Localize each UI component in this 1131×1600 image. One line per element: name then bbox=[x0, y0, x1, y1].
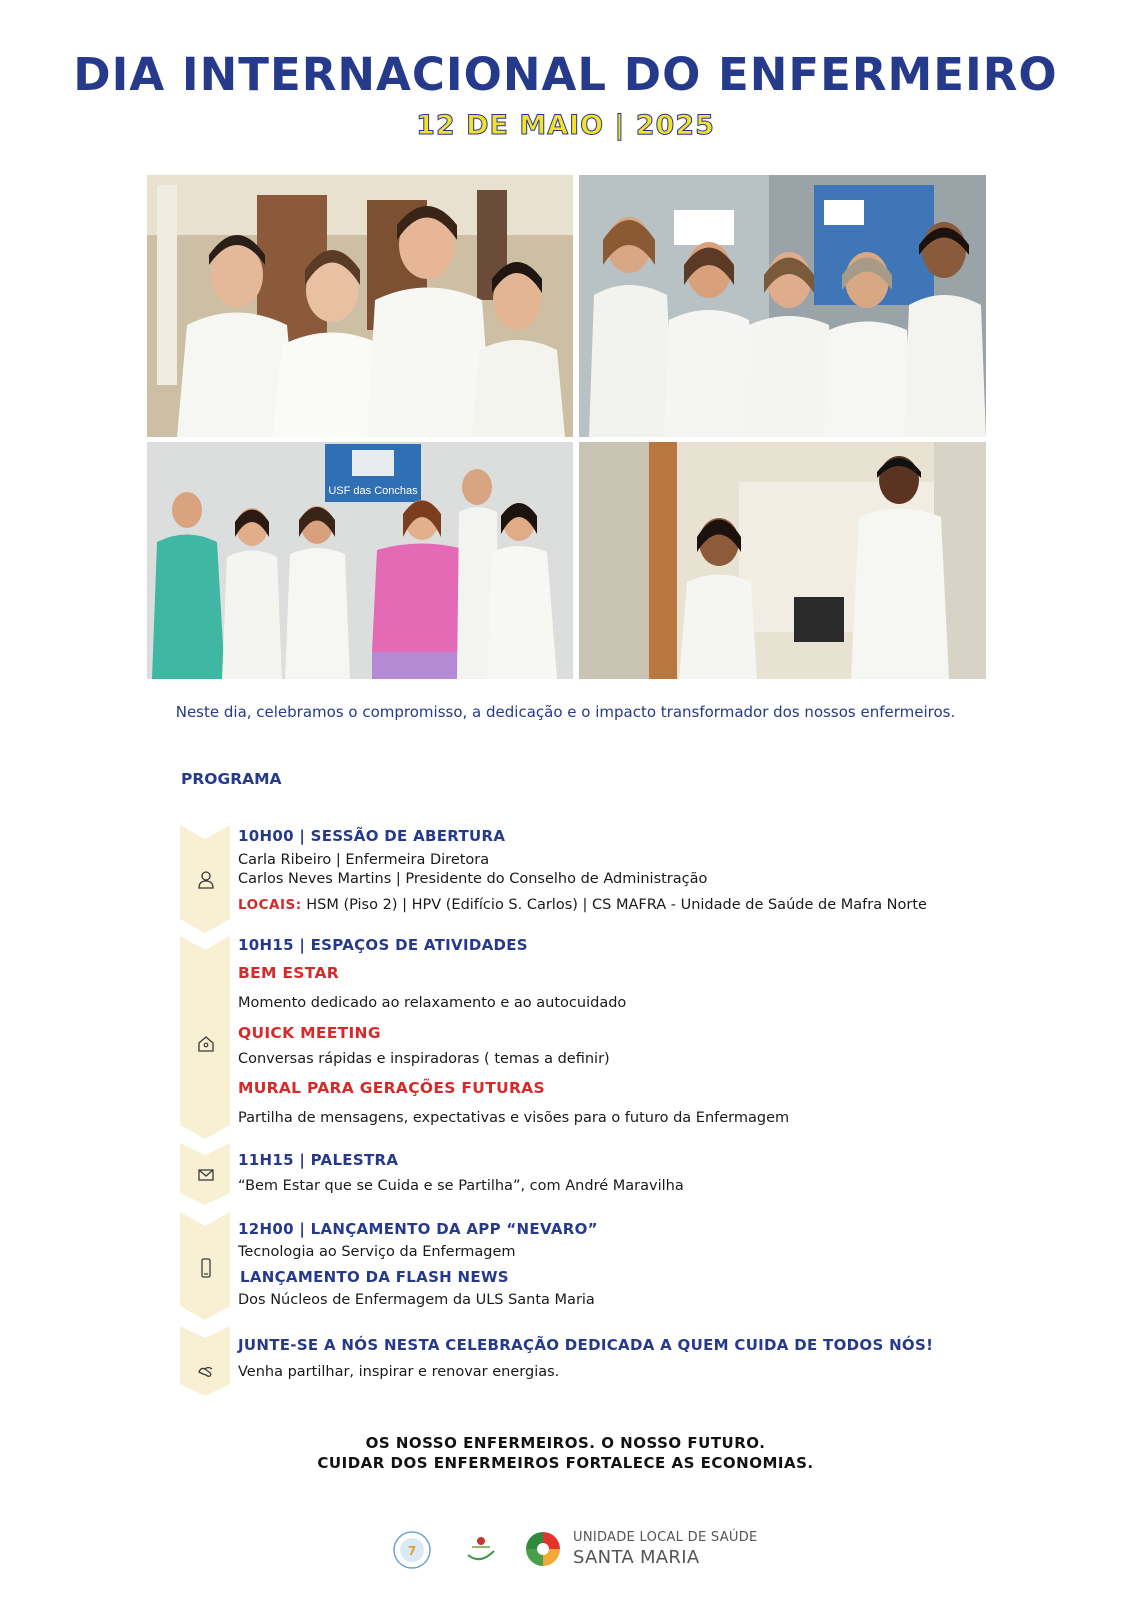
session-opening-speaker-1: Carla Ribeiro | Enfermeira Diretora bbox=[238, 852, 490, 868]
footer-line-1: OS NOSSO ENFERMEIROS. O NOSSO FUTURO. bbox=[365, 1434, 766, 1452]
activity-mural-text: Partilha de mensagens, expectativas e visões para o futuro da Enfermagem bbox=[238, 1110, 790, 1126]
palestra-heading: 11H15 | PALESTRA bbox=[238, 1151, 399, 1169]
page-date: 12 DE MAIO | 2025 bbox=[416, 110, 715, 141]
programa-label: PROGRAMA bbox=[181, 770, 282, 788]
uls-wordmark-line-2: SANTA MARIA bbox=[573, 1547, 700, 1568]
nursing-emblem-logo bbox=[468, 1537, 494, 1559]
photo-nurses-corridor bbox=[147, 175, 573, 437]
footer-line-2: CUIDAR DOS ENFERMEIROS FORTALECE AS ECONOMIAS. bbox=[317, 1454, 814, 1472]
photo-nurses-hallway bbox=[579, 442, 986, 679]
uls-santa-maria-logo-icon bbox=[526, 1532, 560, 1566]
uls-santa-maria-wordmark bbox=[573, 1530, 758, 1568]
activity-quick-meeting-text: Conversas rápidas e inspiradoras ( temas a definir) bbox=[238, 1051, 610, 1067]
flash-news-heading: LANÇAMENTO DA FLASH NEWS bbox=[240, 1268, 509, 1286]
nurses-day-logo bbox=[394, 1532, 430, 1568]
person-icon bbox=[195, 869, 217, 891]
activity-quick-meeting-title: QUICK MEETING bbox=[238, 1024, 381, 1042]
uls-wordmark-line-1: UNIDADE LOCAL DE SAÚDE bbox=[573, 1530, 758, 1545]
session-opening-locations bbox=[238, 897, 927, 913]
svg-text:7: 7 bbox=[407, 1544, 417, 1558]
footer-slogan bbox=[0, 1433, 1131, 1473]
handshake-icon bbox=[195, 1360, 217, 1382]
palestra-text: “Bem Estar que se Cuida e se Partilha”, com André Maravilha bbox=[238, 1178, 684, 1194]
photo-usf-das-conchas-team bbox=[147, 442, 573, 679]
session-opening-speaker-2: Carlos Neves Martins | Presidente do Conselho de Administração bbox=[238, 871, 708, 887]
mail-icon bbox=[195, 1164, 217, 1186]
app-launch-heading: 12H00 | LANÇAMENTO DA APP “NEVARO” bbox=[238, 1220, 598, 1238]
page-title: DIA INTERNACIONAL DO ENFERMEIRO bbox=[73, 48, 1058, 101]
phone-icon bbox=[195, 1257, 217, 1279]
tagline: Neste dia, celebramos o compromisso, a dedicação e o impacto transformador dos nossos enfermeiros. bbox=[175, 703, 956, 721]
join-us-text: Venha partilhar, inspirar e renovar energias. bbox=[238, 1364, 560, 1380]
activity-bem-estar-text: Momento dedicado ao relaxamento e ao autocuidado bbox=[238, 995, 627, 1011]
locations-text: HSM (Piso 2) | HPV (Edifício S. Carlos) | CS MAFRA - Unidade de Saúde de Mafra Norte bbox=[301, 897, 927, 913]
usf-conchas-sign: USF das Conchas bbox=[328, 485, 418, 497]
footer-logos bbox=[0, 1525, 1131, 1575]
activity-mural-title: MURAL PARA GERAÇÕES FUTURAS bbox=[238, 1079, 545, 1097]
join-us-heading: JUNTE-SE A NÓS NESTA CELEBRAÇÃO DEDICADA A QUEM CUIDA DE TODOS NÓS! bbox=[238, 1336, 934, 1354]
activities-heading: 10H15 | ESPAÇOS DE ATIVIDADES bbox=[238, 936, 528, 954]
home-icon bbox=[195, 1033, 217, 1055]
app-launch-text: Tecnologia ao Serviço da Enfermagem bbox=[238, 1244, 516, 1260]
session-opening-heading: 10H00 | SESSÃO DE ABERTURA bbox=[238, 827, 506, 845]
locations-label: LOCAIS: bbox=[238, 897, 302, 913]
flash-news-text: Dos Núcleos de Enfermagem da ULS Santa Maria bbox=[238, 1292, 595, 1308]
photo-nurses-usf-dona-amelia bbox=[579, 175, 986, 437]
activity-bem-estar-title: BEM ESTAR bbox=[238, 964, 339, 982]
